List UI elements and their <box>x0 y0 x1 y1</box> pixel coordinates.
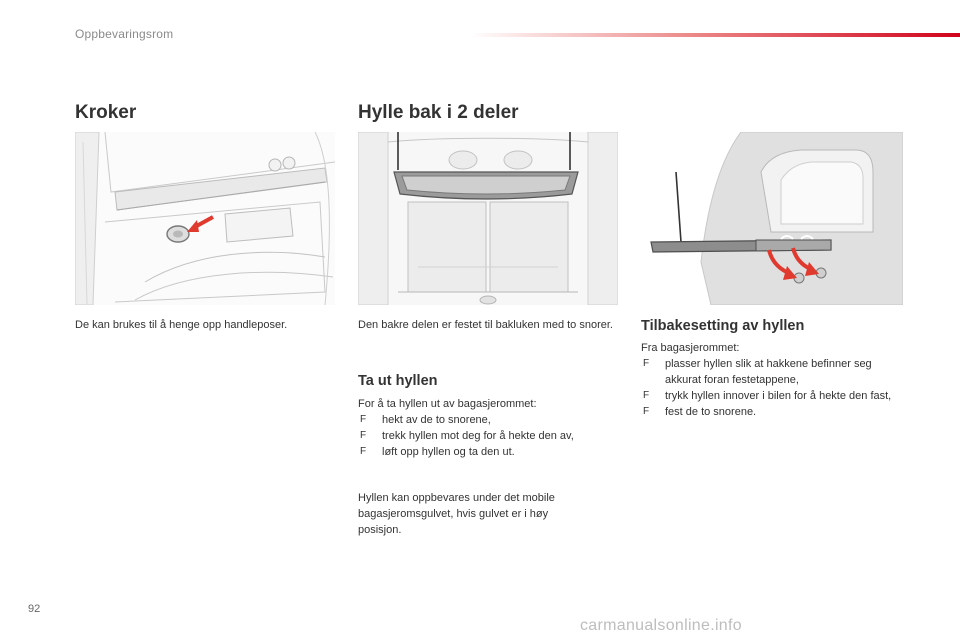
refit-title: Tilbakesetting av hyllen <box>641 318 805 334</box>
section-header: Oppbevaringsrom <box>75 27 174 41</box>
list-item: F hekt av de to snorene, <box>360 414 491 426</box>
hooks-title: Kroker <box>75 102 137 123</box>
shelf-illustration <box>358 132 618 305</box>
remove-lead: For å ta hyllen ut av bagasjerommet: <box>358 398 537 410</box>
storage-note: Hyllen kan oppbevares under det mobile bagasjeromsgulvet, hvis gulvet er i høy posisjon. <box>358 492 555 536</box>
watermark: carmanualsonline.info <box>580 617 742 634</box>
hooks-text: De kan brukes til å henge opp handleposer. <box>75 319 288 331</box>
refit-illustration <box>641 132 903 305</box>
refit-lead: Fra bagasjerommet: <box>641 342 740 354</box>
list-item: F trekk hyllen mot deg for å hekte den av, <box>360 430 574 442</box>
shelf-title: Hylle bak i 2 deler <box>358 102 519 123</box>
page-number: 92 <box>28 603 41 615</box>
remove-instructions <box>358 396 618 460</box>
remove-title: Ta ut hyllen <box>358 373 438 389</box>
refit-instructions <box>641 340 903 420</box>
list-item: F plasser hyllen slik at hakkene befinner seg akkurat foran festetappene, <box>643 358 872 386</box>
list-item: F trykk hyllen innover i bilen for å hekte den fast, <box>643 390 892 402</box>
list-item: F løft opp hyllen og ta den ut. <box>360 446 515 458</box>
header-accent-line <box>470 33 960 37</box>
shelf-intro: Den bakre delen er festet til bakluken med to snorer. <box>358 319 613 331</box>
hooks-illustration <box>75 132 335 305</box>
list-item: F fest de to snorene. <box>643 406 757 418</box>
